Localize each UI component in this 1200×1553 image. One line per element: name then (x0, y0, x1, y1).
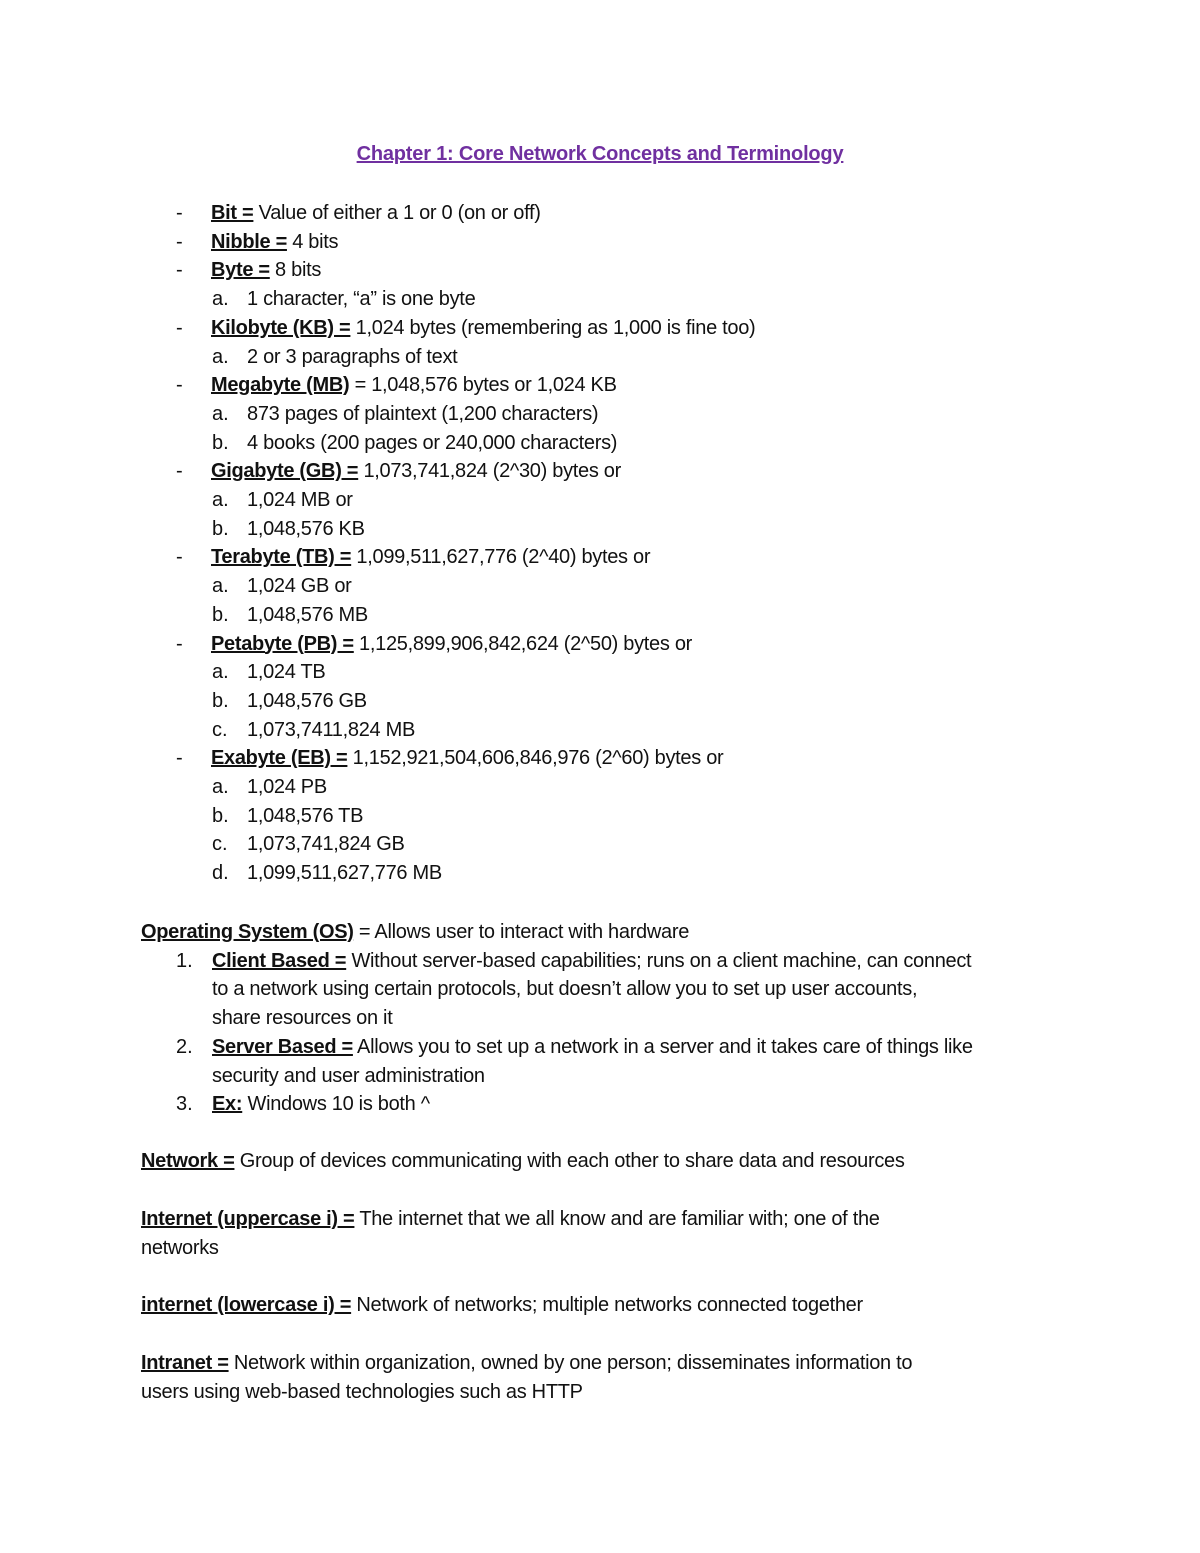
intranet-definition-line (141, 1378, 583, 1406)
sub-item-text: 1,048,576 KB (247, 517, 365, 540)
internet-uppercase-definition-text: networks (141, 1236, 219, 1259)
sub-item-marker: c. (212, 833, 228, 856)
os-term: Operating System (OS) (141, 921, 354, 943)
sub-item-text: 873 pages of plaintext (1,200 characters) (247, 402, 599, 425)
sub-item-text: 1,073,741,824 GB (247, 833, 405, 856)
network-definition-line (141, 1147, 905, 1175)
os-item-term: Client Based = (212, 949, 347, 972)
dash-bullet: - (176, 202, 183, 224)
unit-term: Bit = (211, 202, 254, 224)
sub-item-marker: a. (212, 489, 229, 511)
unit-term: Nibble = (211, 230, 287, 253)
os-item-line (212, 1090, 430, 1118)
unit-item (211, 744, 723, 772)
os-item-text: to a network using certain protocols, but doesn’t allow you to set up user accounts, (212, 978, 918, 1001)
network-definition-text: Group of devices communicating with each other to share data and resources (234, 1150, 905, 1172)
unit-item (211, 457, 621, 485)
sub-item-marker: a. (212, 776, 229, 798)
sub-item-marker: c. (212, 718, 228, 741)
intranet-definition-text: users using web-based technologies such as HTTP (141, 1380, 583, 1403)
dash-bullet: - (176, 460, 183, 483)
internet-uppercase-definition-term: Internet (uppercase i) = (141, 1208, 355, 1230)
unit-term: Terabyte (TB) = (211, 546, 352, 569)
intranet-definition-text: Network within organization, owned by one person; disseminates information to (228, 1352, 913, 1374)
numbered-marker: 1. (176, 949, 193, 972)
intranet-definition-term: Intranet = (141, 1352, 229, 1374)
os-definition: = Allows user to interact with hardware (353, 921, 690, 943)
unit-item (211, 543, 650, 571)
os-item-text: Allows you to set up a network in a server and it takes care of things like (352, 1035, 973, 1058)
sub-item-marker: b. (212, 431, 229, 454)
unit-definition: Value of either a 1 or 0 (on or off) (253, 202, 541, 224)
unit-definition: 1,099,511,627,776 (2^40) bytes or (351, 546, 651, 569)
sub-item-marker: a. (212, 661, 229, 684)
sub-item-marker: b. (212, 603, 229, 626)
sub-item-text: 1,099,511,627,776 MB (247, 862, 442, 885)
os-item-line (212, 975, 917, 1003)
os-item-text: Windows 10 is both ^ (242, 1093, 430, 1116)
network-definition-term: Network = (141, 1150, 235, 1172)
unit-definition: = 1,048,576 bytes or 1,024 KB (349, 374, 617, 397)
unit-definition: 1,125,899,906,842,624 (2^50) bytes or (353, 632, 693, 655)
sub-item-text: 4 books (200 pages or 240,000 characters) (247, 431, 618, 454)
dash-bullet: - (176, 374, 183, 397)
dash-bullet: - (176, 316, 183, 339)
os-item-line (212, 1004, 392, 1032)
sub-item-text: 1,024 MB or (247, 489, 353, 511)
internet-lowercase-definition-line (141, 1291, 863, 1319)
unit-item (211, 630, 692, 658)
intranet-definition-line (141, 1349, 912, 1377)
sub-item-marker: a. (212, 345, 229, 368)
internet-uppercase-definition-line (141, 1205, 880, 1233)
dash-bullet: - (176, 632, 183, 655)
os-heading (141, 918, 689, 946)
sub-item-marker: b. (212, 689, 229, 712)
page-title: Chapter 1: Core Network Concepts and Terminology (356, 143, 844, 165)
unit-term: Exabyte (EB) = (211, 747, 348, 770)
unit-definition: 1,152,921,504,606,846,976 (2^60) bytes or (347, 747, 724, 770)
os-item-text: share resources on it (212, 1007, 393, 1030)
sub-item-text: 1,024 TB (247, 661, 326, 684)
sub-item-marker: a. (212, 402, 229, 425)
sub-item-text: 1,048,576 MB (247, 603, 368, 626)
sub-item-marker: a. (212, 288, 229, 311)
os-item-term: Server Based = (212, 1035, 353, 1058)
unit-term: Byte = (211, 259, 270, 282)
unit-term: Megabyte (MB) (211, 374, 350, 397)
unit-term: Petabyte (PB) = (211, 632, 354, 655)
sub-item-text: 1,048,576 TB (247, 804, 364, 827)
dash-bullet: - (176, 259, 183, 282)
unit-item (211, 228, 338, 256)
sub-item-marker: d. (212, 862, 229, 885)
sub-item-text: 2 or 3 paragraphs of text (247, 345, 458, 368)
os-item-line (212, 1033, 973, 1061)
dash-bullet: - (176, 230, 183, 253)
sub-item-text: 1,024 PB (247, 776, 327, 798)
numbered-marker: 3. (176, 1093, 193, 1116)
os-item-line (212, 1062, 485, 1090)
unit-term: Gigabyte (GB) = (211, 460, 359, 483)
os-item-term: Ex: (212, 1093, 243, 1116)
sub-item-marker: b. (212, 517, 229, 540)
internet-lowercase-definition-term: internet (lowercase i) = (141, 1294, 352, 1316)
os-item-text: Without server-based capabilities; runs on a client machine, can connect (346, 949, 972, 972)
sub-item-text: 1 character, “a” is one byte (247, 288, 476, 311)
unit-definition: 1,024 bytes (remembering as 1,000 is fine too) (350, 316, 756, 339)
dash-bullet: - (176, 546, 183, 569)
sub-item-marker: b. (212, 804, 229, 827)
sub-item-marker: a. (212, 575, 229, 598)
dash-bullet: - (176, 747, 183, 770)
sub-item-text: 1,048,576 GB (247, 689, 367, 712)
internet-lowercase-definition-text: Network of networks; multiple networks connected together (351, 1294, 863, 1316)
numbered-marker: 2. (176, 1035, 193, 1058)
unit-item (211, 256, 321, 284)
sub-item-text: 1,024 GB or (247, 575, 352, 598)
os-item-line (212, 947, 971, 975)
unit-item (211, 314, 755, 342)
unit-item (211, 371, 617, 399)
unit-definition: 1,073,741,824 (2^30) bytes or (358, 460, 621, 483)
internet-uppercase-definition-text: The internet that we all know and are familiar with; one of the (354, 1208, 880, 1230)
sub-item-text: 1,073,7411,824 MB (247, 718, 415, 741)
os-item-text: security and user administration (212, 1064, 485, 1087)
internet-uppercase-definition-line (141, 1234, 219, 1262)
unit-term: Kilobyte (KB) = (211, 316, 351, 339)
unit-item (211, 199, 541, 227)
unit-definition: 8 bits (269, 259, 322, 282)
unit-definition: 4 bits (286, 230, 339, 253)
